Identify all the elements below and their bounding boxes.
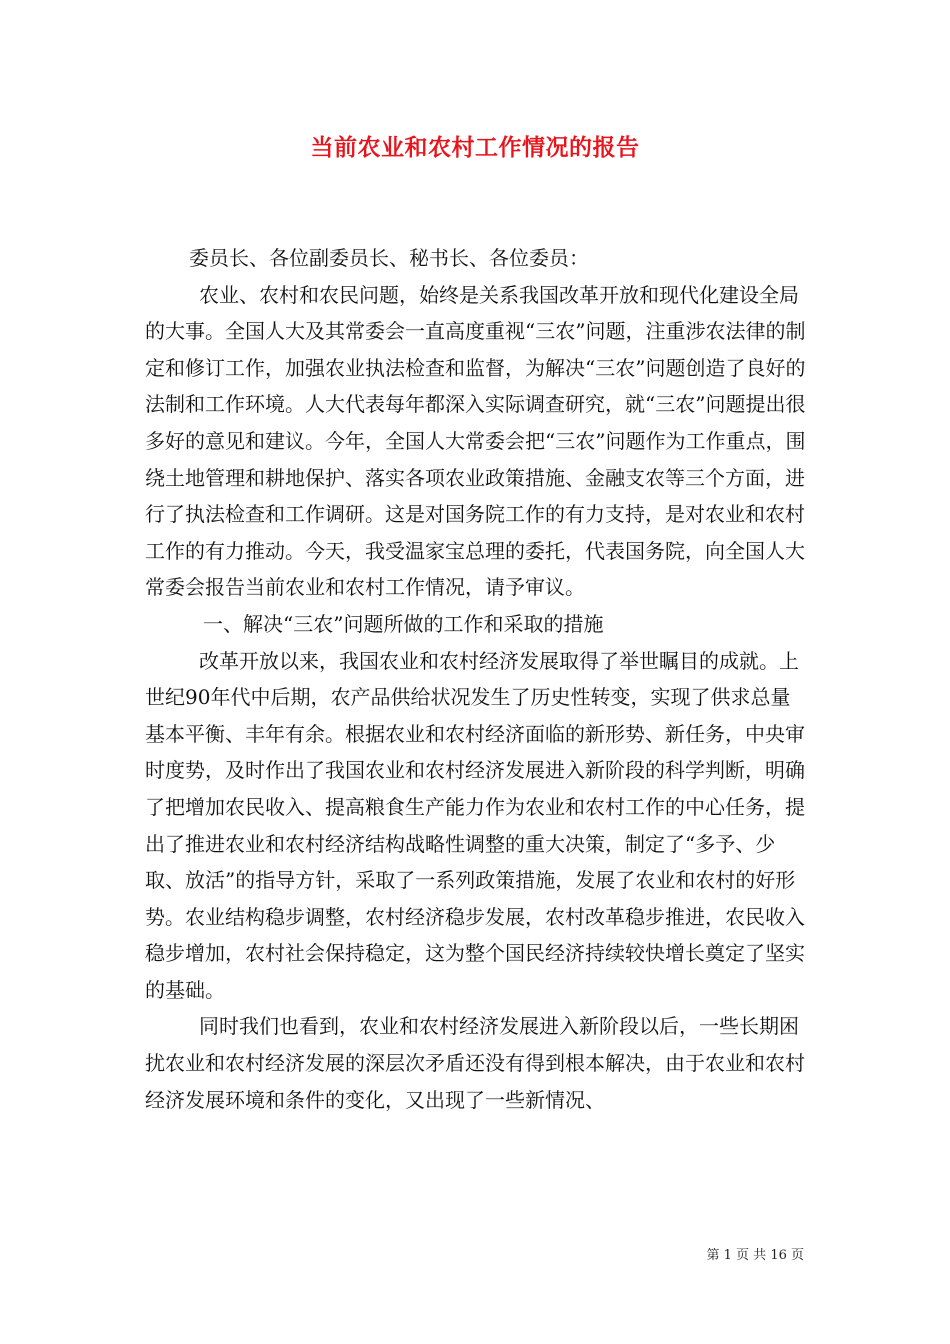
section-heading: 一、解决“三农”问题所做的工作和采取的措施 (203, 611, 604, 636)
salutation: 委员长、各位副委员长、秘书长、各位委员： (189, 246, 589, 270)
paragraph-intro: 农业、农村和农民问题，始终是关系我国改革开放和现代化建设全局的大事。全国人大及其常委会一直高度重视“三农”问题，注重涉农法律的制定和修订工作，加强农业执法检查和监督，为解决“三农”问题创造了良好的法制和工作环境。人大代表每年都深入实际调查研究，就“三农”问题提出很多好的意见和建议。今年，全国人大常委会把“三农”问题作为工作重点，围绕土地管理和耕地保护、落实各项农业政策措施、金融支农等三个方面，进行了执法检查和工作调研。这是对国务院工作的有力支持，是对农业和农村工作的有力推动。今天，我受温家宝总理的委托，代表国务院，向全国人大常委会报告当前农业和农村工作情况，请予审议。 (145, 282, 806, 600)
document-body (145, 240, 807, 1118)
page-number-label: 第 1 页 共 16 页 (706, 1248, 804, 1263)
document-title: 当前农业和农村工作情况的报告 (310, 134, 640, 161)
page-footer (707, 1247, 804, 1265)
paragraph-achievements: 改革开放以来，我国农业和农村经济发展取得了举世瞩目的成就。上世纪90年代中后期，农产品供给状况发生了历史性转变，实现了供求总量基本平衡、丰年有余。根据农业和农村经济面临的新形势、新任务，中央审时度势，及时作出了我国农业和农村经济发展进入新阶段的科学判断，明确了把增加农民收入、提高粮食生产能力作为农业和农村工作的中心任务，提出了推进农业和农村经济结构战略性调整的重大决策，制定了“多予、少取、放活”的指导方针，采取了一系列政策措施，发展了农业和农村的好形势。农业结构稳步调整，农村经济稳步发展，农村改革稳步推进，农民收入稳步增加，农村社会保持稳定，这为整个国民经济持续较快增长奠定了坚实的基础。 (145, 648, 805, 1002)
paragraph-challenges: 同时我们也看到，农业和农村经济发展进入新阶段以后，一些长期困扰农业和农村经济发展的深层次矛盾还没有得到根本解决，由于农业和农村经济发展环境和条件的变化，又出现了一些新情况、 (145, 1014, 805, 1112)
